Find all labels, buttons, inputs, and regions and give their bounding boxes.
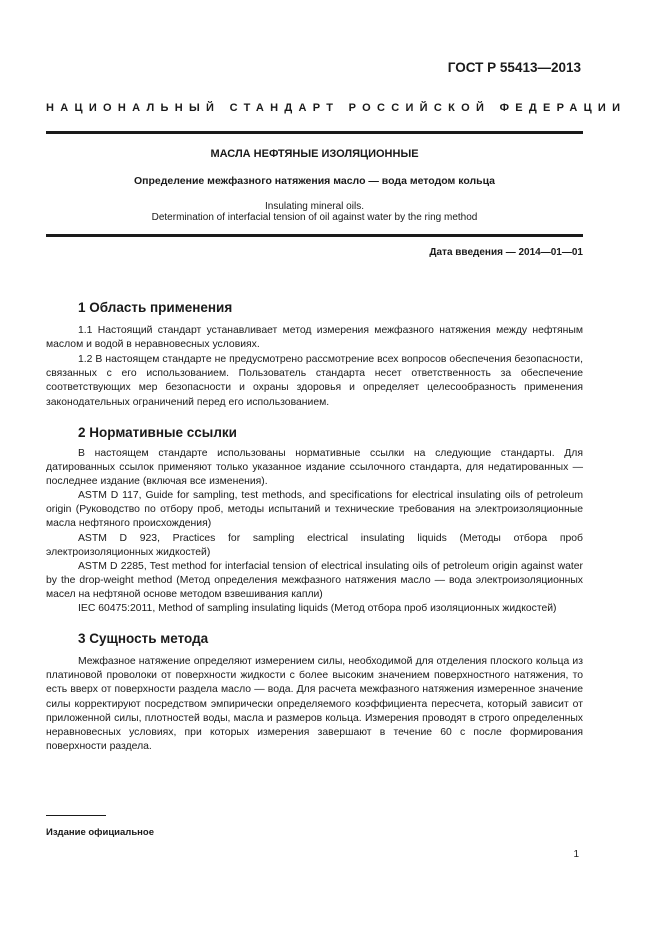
- section-2-reference-astm-d117: ASTM D 117, Guide for sampling, test methods, and specifications for electrical insulating oils of petroleum origin (Руководство по отбору проб, методы испытаний и технические требования на электроизоляционные масла нефтяного происхождения): [46, 490, 583, 530]
- section-1-paragraph-2: 1.2 В настоящем стандарте не предусмотрено рассмотрение всех вопросов обеспечения безопасности, связанных с его использованием. Пользователь стандарта несет ответственность за обеспечение соответствующих мер безопасности и охраны здоровья и определяет целесообразность применения законодательных ограничений перед его использованием.: [46, 354, 583, 408]
- section-2-paragraph-1: В настоящем стандарте использованы нормативные ссылки на следующие стандарты. Для датированных ссылок применяют только указанное издание ссылочного стандарта, для недатированных — последнее издание (включая все изменения).: [46, 448, 583, 488]
- page-number: 1: [573, 849, 579, 860]
- section-2-title: 2 Нормативные ссылки: [78, 425, 237, 440]
- introduction-date: Дата введения — 2014—01—01: [429, 247, 583, 258]
- section-2-reference-iec-60475: IEC 60475:2011, Method of sampling insulating liquids (Метод отбора проб изоляционных жидкостей): [78, 603, 557, 614]
- english-title-line-2: Determination of interfacial tension of oil against water by the ring method: [151, 212, 478, 223]
- national-standard-heading: НАЦИОНАЛЬНЫЙ СТАНДАРТ РОССИЙСКОЙ ФЕДЕРАЦИИ: [46, 102, 627, 114]
- section-2-reference-astm-d2285: ASTM D 2285, Test method for interfacial tension of electrical insulating oils of petroleum origin against water by the drop-weight method (Метод определения межфазного натяжения масло — вода электроизоляционных масел на нефтяной основе методом взвешивания капли): [46, 561, 583, 601]
- bottom-divider: [46, 234, 583, 237]
- top-divider: [46, 131, 583, 134]
- section-3-paragraph-1: Межфазное натяжение определяют измерением силы, необходимой для отделения плоского кольца из платиновой проволоки от поверхности жидкости с более высоким значением поверхностного натяжения, то есть вверх от поверхности раздела масло — вода. Для расчета межфазного натяжения измеренное значение силы корректируют посредством эмпирически определяемого коэффициента пересчета, который зависит от приложенной силы, плотностей воды, масла и размеров кольца. Измерения проводят в строго определенных неравновесных условиях, при которых измерения завершают в течение 60 с после формирования поверхности раздела.: [46, 656, 583, 753]
- footer-divider: [46, 815, 106, 816]
- section-2-reference-astm-d923: ASTM D 923, Practices for sampling electrical insulating liquids (Методы отбора проб электроизоляционных жидкостей): [46, 533, 583, 559]
- section-3-title: 3 Сущность метода: [78, 631, 209, 646]
- document-code: ГОСТ Р 55413—2013: [447, 60, 581, 75]
- section-1-title: 1 Область применения: [78, 300, 233, 315]
- official-edition-note: Издание официальное: [46, 827, 154, 838]
- document-subtitle: Определение межфазного натяжения масло — вода методом кольца: [133, 175, 496, 187]
- english-title-line-1: Insulating mineral oils.: [265, 201, 364, 212]
- section-1-paragraph-1: 1.1 Настоящий стандарт устанавливает метод измерения межфазного натяжения между нефтяным маслом и водой в неравновесных условиях.: [46, 325, 583, 351]
- document-title: МАСЛА НЕФТЯНЫЕ ИЗОЛЯЦИОННЫЕ: [210, 148, 419, 160]
